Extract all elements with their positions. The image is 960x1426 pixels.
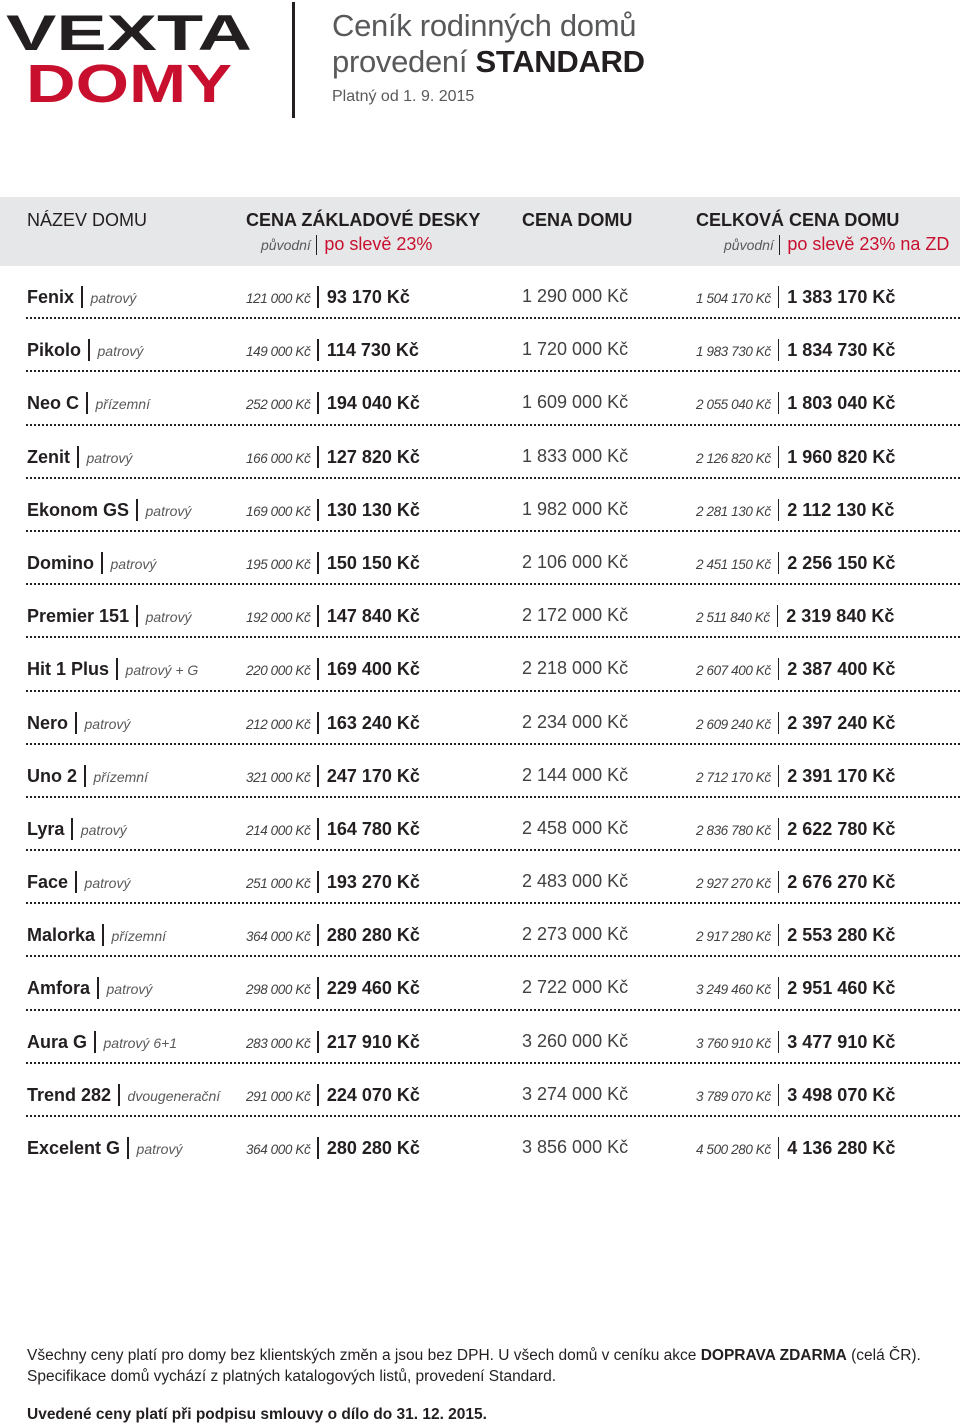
desk-price-cell bbox=[246, 499, 420, 521]
house-type: patrový bbox=[145, 609, 192, 626]
total-price-original: 1 983 730 Kč bbox=[696, 344, 771, 360]
table-row bbox=[0, 1011, 960, 1064]
desk-price-cell bbox=[246, 552, 420, 574]
table-row bbox=[0, 266, 960, 319]
house-name: Nero bbox=[27, 712, 69, 733]
validity-note: Uvedené ceny platí při podpisu smlouvy o dílo do 31. 12. 2015. bbox=[27, 1406, 487, 1423]
total-price-cell bbox=[696, 1137, 895, 1159]
house-name-cell bbox=[27, 871, 130, 893]
desk-price-cell bbox=[246, 765, 420, 787]
total-price-original: 2 511 840 Kč bbox=[696, 610, 770, 626]
total-price-discounted: 2 676 270 Kč bbox=[787, 872, 896, 893]
desk-price-original: 212 000 Kč bbox=[246, 716, 311, 732]
footer-text: Všechny ceny platí pro domy bez klientských změn a jsou bez DPH. U všech domů v ceníku akce bbox=[27, 1347, 701, 1364]
total-price-original: 2 927 270 Kč bbox=[696, 876, 771, 892]
separator bbox=[75, 871, 77, 893]
house-price: 3 260 000 Kč bbox=[522, 1030, 629, 1051]
desk-price-discounted: 163 240 Kč bbox=[326, 712, 420, 733]
house-name-cell bbox=[27, 765, 148, 787]
header-divider bbox=[292, 2, 295, 118]
desk-price-original: 220 000 Kč bbox=[246, 663, 311, 679]
table-row bbox=[0, 479, 960, 532]
house-name-cell bbox=[27, 339, 143, 361]
separator bbox=[317, 552, 319, 574]
separator bbox=[317, 818, 319, 840]
desk-price-discounted: 194 040 Kč bbox=[326, 393, 420, 414]
table-row bbox=[0, 745, 960, 798]
table-row bbox=[0, 1117, 960, 1170]
col-total-header: CELKOVÁ CENA DOMU bbox=[696, 210, 900, 230]
page-title bbox=[332, 8, 645, 106]
total-price-cell bbox=[696, 658, 895, 680]
total-price-discounted: 2 256 150 Kč bbox=[787, 552, 896, 573]
house-name-cell bbox=[27, 658, 198, 680]
separator bbox=[778, 499, 780, 521]
desk-price-original: 252 000 Kč bbox=[246, 397, 311, 413]
total-price-original: 2 281 130 Kč bbox=[696, 503, 771, 519]
table-row bbox=[0, 904, 960, 957]
total-price-original: 2 055 040 Kč bbox=[696, 397, 771, 413]
house-price: 2 144 000 Kč bbox=[522, 764, 629, 785]
total-price-discounted: 3 477 910 Kč bbox=[787, 1031, 896, 1052]
desk-price-discounted: 229 460 Kč bbox=[326, 978, 420, 999]
desk-price-discounted: 93 170 Kč bbox=[326, 287, 410, 307]
total-price-original: 4 500 280 Kč bbox=[696, 1142, 771, 1157]
separator bbox=[127, 1137, 129, 1159]
total-orig-label: původní bbox=[724, 237, 774, 253]
house-name: Uno 2 bbox=[27, 765, 78, 786]
separator bbox=[778, 1084, 780, 1106]
desk-price-discounted: 114 730 Kč bbox=[326, 340, 419, 361]
table-row bbox=[0, 426, 960, 479]
separator bbox=[317, 712, 319, 734]
total-price-discounted: 2 319 840 Kč bbox=[786, 606, 895, 627]
desk-price-cell bbox=[246, 1031, 420, 1053]
title-line-2-prefix: provedení bbox=[332, 44, 476, 79]
house-type: patrový + G bbox=[125, 662, 199, 679]
total-price-cell bbox=[696, 446, 895, 468]
separator bbox=[317, 924, 319, 946]
desk-price-cell bbox=[246, 818, 420, 840]
house-name-cell bbox=[27, 977, 152, 999]
desk-price-original: 214 000 Kč bbox=[246, 822, 311, 838]
separator bbox=[102, 924, 104, 946]
desk-price-discounted: 224 070 Kč bbox=[326, 1084, 420, 1105]
house-name-cell bbox=[27, 1084, 220, 1106]
separator bbox=[778, 658, 780, 680]
total-price-discounted: 1 803 040 Kč bbox=[787, 393, 896, 414]
separator bbox=[317, 605, 319, 627]
total-price-discounted: 4 136 280 Kč bbox=[787, 1138, 896, 1158]
col-total-subheader bbox=[724, 234, 949, 255]
total-price-original: 3 249 460 Kč bbox=[696, 982, 771, 998]
total-price-discounted: 1 834 730 Kč bbox=[787, 340, 896, 361]
separator bbox=[316, 235, 318, 255]
separator bbox=[317, 1137, 319, 1159]
desk-price-cell bbox=[246, 1084, 420, 1106]
house-type: přízemní bbox=[95, 396, 150, 413]
house-name: Fenix bbox=[27, 287, 75, 307]
desk-price-discounted: 280 280 Kč bbox=[326, 925, 420, 946]
house-type: patrový bbox=[84, 715, 131, 732]
separator bbox=[317, 1031, 319, 1053]
house-type: patrový bbox=[97, 343, 144, 360]
house-price: 2 483 000 Kč bbox=[522, 871, 629, 892]
total-disc-label: po slevě 23% na ZD bbox=[787, 234, 950, 254]
footer-line-2: Specifikace domů vychází z platných katalogových listů, provedení Standard. bbox=[27, 1368, 557, 1385]
logo-vexta-text: VEXTA bbox=[6, 10, 252, 61]
desk-price-cell bbox=[246, 871, 420, 893]
house-name: Malorka bbox=[27, 925, 96, 946]
separator bbox=[116, 658, 118, 680]
total-price-cell bbox=[696, 818, 895, 840]
table-header bbox=[0, 197, 960, 266]
footer-text: (celá ČR). bbox=[846, 1347, 921, 1364]
total-price-original: 2 126 820 Kč bbox=[696, 450, 771, 466]
desk-price-original: 149 000 Kč bbox=[246, 344, 311, 360]
footer-line-1 bbox=[27, 1345, 957, 1366]
desk-price-cell bbox=[246, 977, 420, 999]
total-price-original: 2 609 240 Kč bbox=[696, 716, 771, 732]
table-row bbox=[0, 532, 960, 585]
desk-price-discounted: 169 400 Kč bbox=[326, 659, 420, 680]
separator bbox=[778, 924, 780, 946]
desk-price-discounted: 127 820 Kč bbox=[326, 446, 420, 467]
total-price-cell bbox=[696, 1084, 895, 1106]
total-price-original: 2 917 280 Kč bbox=[696, 929, 771, 945]
separator bbox=[88, 339, 90, 361]
table-row bbox=[0, 319, 960, 372]
separator bbox=[81, 286, 83, 308]
col-desk-subheader bbox=[261, 234, 432, 255]
desk-price-discounted: 147 840 Kč bbox=[326, 606, 420, 627]
desk-price-original: 364 000 Kč bbox=[246, 1142, 311, 1157]
house-price: 2 234 000 Kč bbox=[522, 711, 629, 732]
separator bbox=[317, 871, 319, 893]
house-type: patrový bbox=[136, 1141, 183, 1157]
total-price-discounted: 2 397 240 Kč bbox=[787, 712, 896, 733]
total-price-discounted: 3 498 070 Kč bbox=[787, 1084, 896, 1105]
desk-price-original: 283 000 Kč bbox=[246, 1035, 311, 1051]
separator bbox=[317, 1084, 319, 1106]
separator bbox=[84, 765, 86, 787]
house-type: přízemní bbox=[93, 768, 148, 785]
separator bbox=[118, 1084, 120, 1106]
house-name: Face bbox=[27, 872, 69, 893]
house-name: Hit 1 Plus bbox=[27, 659, 110, 680]
table-row bbox=[0, 798, 960, 851]
desk-price-original: 192 000 Kč bbox=[246, 610, 311, 626]
table-row bbox=[0, 692, 960, 745]
total-price-discounted: 2 391 170 Kč bbox=[787, 765, 896, 786]
house-price: 2 172 000 Kč bbox=[522, 605, 629, 626]
separator bbox=[317, 499, 319, 521]
separator bbox=[778, 765, 780, 787]
house-name-cell bbox=[27, 392, 150, 414]
house-name-cell bbox=[27, 552, 156, 574]
house-price: 1 290 000 Kč bbox=[522, 286, 629, 306]
desk-price-cell bbox=[246, 446, 420, 468]
house-name-cell bbox=[27, 818, 127, 840]
desk-price-original: 364 000 Kč bbox=[246, 929, 311, 945]
total-price-cell bbox=[696, 392, 895, 414]
separator bbox=[317, 446, 319, 468]
desk-price-original: 169 000 Kč bbox=[246, 503, 311, 519]
house-type: patrový bbox=[86, 449, 133, 466]
house-price: 2 273 000 Kč bbox=[522, 924, 629, 945]
house-price: 2 106 000 Kč bbox=[522, 551, 629, 572]
price-table bbox=[0, 266, 960, 1170]
title-line-2 bbox=[332, 44, 645, 80]
house-name-cell bbox=[27, 712, 130, 734]
total-price-cell bbox=[696, 499, 894, 521]
house-name-cell bbox=[27, 499, 191, 521]
separator bbox=[77, 446, 79, 468]
vexta-domy-logo bbox=[6, 10, 256, 108]
total-price-discounted: 2 387 400 Kč bbox=[787, 659, 896, 680]
separator bbox=[778, 1137, 780, 1159]
desk-price-cell bbox=[246, 1137, 420, 1159]
desk-price-cell bbox=[246, 658, 420, 680]
desk-price-original: 195 000 Kč bbox=[246, 556, 311, 572]
house-name: Lyra bbox=[27, 818, 65, 839]
house-type: patrový 6+1 bbox=[103, 1034, 178, 1051]
house-name: Neo C bbox=[27, 393, 80, 414]
total-price-original: 2 607 400 Kč bbox=[696, 663, 771, 679]
total-price-cell bbox=[696, 339, 895, 361]
house-price: 1 982 000 Kč bbox=[522, 498, 629, 519]
desk-price-cell bbox=[246, 924, 420, 946]
house-price: 3 856 000 Kč bbox=[522, 1137, 629, 1157]
table-row bbox=[0, 372, 960, 425]
separator bbox=[317, 286, 319, 308]
house-name-cell bbox=[27, 605, 192, 627]
separator bbox=[778, 552, 780, 574]
desk-price-original: 251 000 Kč bbox=[246, 876, 311, 892]
total-price-cell bbox=[696, 765, 895, 787]
separator bbox=[778, 392, 780, 414]
desk-price-original: 321 000 Kč bbox=[246, 769, 311, 785]
desk-price-cell bbox=[246, 286, 410, 308]
separator bbox=[777, 605, 779, 627]
desk-price-cell bbox=[246, 712, 420, 734]
separator bbox=[75, 712, 77, 734]
separator bbox=[778, 871, 780, 893]
house-name: Zenit bbox=[27, 446, 70, 467]
separator bbox=[317, 658, 319, 680]
separator bbox=[101, 552, 103, 574]
total-price-discounted: 2 553 280 Kč bbox=[787, 925, 896, 946]
total-price-original: 3 789 070 Kč bbox=[696, 1088, 771, 1104]
desk-price-cell bbox=[246, 339, 419, 361]
separator bbox=[778, 977, 780, 999]
desk-price-discounted: 280 280 Kč bbox=[326, 1138, 420, 1158]
house-name-cell bbox=[27, 1031, 177, 1053]
separator bbox=[778, 286, 780, 308]
total-price-discounted: 1 960 820 Kč bbox=[787, 446, 896, 467]
valid-from: Platný od 1. 9. 2015 bbox=[332, 88, 475, 105]
house-name: Amfora bbox=[27, 978, 91, 999]
separator bbox=[317, 977, 319, 999]
desk-price-original: 166 000 Kč bbox=[246, 450, 311, 466]
house-type: patrový bbox=[80, 821, 127, 838]
desk-price-discounted: 247 170 Kč bbox=[326, 765, 420, 786]
table-row bbox=[0, 851, 960, 904]
total-price-original: 2 451 150 Kč bbox=[696, 556, 771, 572]
desk-price-cell bbox=[246, 605, 420, 627]
house-name: Aura G bbox=[27, 1031, 88, 1052]
desk-price-discounted: 217 910 Kč bbox=[326, 1031, 420, 1052]
title-line-1: Ceník rodinných domů bbox=[332, 8, 637, 43]
house-name: Pikolo bbox=[27, 340, 82, 361]
footer-bold: DOPRAVA ZDARMA bbox=[700, 1347, 847, 1364]
house-price: 2 218 000 Kč bbox=[522, 658, 629, 679]
table-row bbox=[0, 638, 960, 691]
desk-price-cell bbox=[246, 392, 420, 414]
separator bbox=[86, 392, 88, 414]
separator bbox=[778, 1031, 780, 1053]
total-price-cell bbox=[696, 977, 895, 999]
desk-price-original: 298 000 Kč bbox=[246, 982, 311, 998]
house-type: patrový bbox=[110, 555, 157, 572]
desk-price-original: 291 000 Kč bbox=[246, 1088, 311, 1104]
desk-price-discounted: 150 150 Kč bbox=[326, 552, 420, 573]
table-row bbox=[0, 1064, 960, 1117]
separator bbox=[317, 339, 319, 361]
house-name: Excelent G bbox=[27, 1138, 121, 1158]
total-price-original: 2 712 170 Kč bbox=[696, 769, 771, 785]
separator bbox=[778, 446, 780, 468]
separator bbox=[778, 818, 780, 840]
house-name: Premier 151 bbox=[27, 606, 130, 627]
house-name-cell bbox=[27, 446, 132, 468]
total-price-cell bbox=[696, 605, 894, 627]
separator bbox=[317, 765, 319, 787]
total-price-cell bbox=[696, 712, 895, 734]
house-name: Trend 282 bbox=[27, 1084, 112, 1105]
total-price-original: 2 836 780 Kč bbox=[696, 822, 771, 838]
house-name: Domino bbox=[27, 552, 94, 573]
house-name-cell bbox=[27, 1137, 182, 1159]
separator bbox=[71, 818, 73, 840]
total-price-original: 1 504 170 Kč bbox=[696, 291, 771, 306]
house-price: 2 458 000 Kč bbox=[522, 817, 629, 838]
separator bbox=[97, 977, 99, 999]
col-house-header: CENA DOMU bbox=[522, 210, 633, 230]
col-name-header: NÁZEV DOMU bbox=[27, 210, 148, 230]
house-type: patrový bbox=[90, 290, 137, 306]
house-price: 1 833 000 Kč bbox=[522, 445, 629, 466]
separator bbox=[317, 392, 319, 414]
total-price-cell bbox=[696, 552, 895, 574]
logo-domy-text: DOMY bbox=[26, 54, 232, 108]
house-type: dvougenerační bbox=[127, 1087, 221, 1104]
desk-price-discounted: 193 270 Kč bbox=[326, 872, 420, 893]
desk-disc-label: po slevě 23% bbox=[324, 234, 433, 254]
house-name-cell bbox=[27, 286, 136, 308]
house-name-cell bbox=[27, 924, 166, 946]
house-type: patrový bbox=[84, 875, 131, 892]
separator bbox=[136, 605, 138, 627]
col-desk-header: CENA ZÁKLADOVÉ DESKY bbox=[246, 210, 481, 230]
desk-orig-label: původní bbox=[261, 237, 311, 253]
total-price-cell bbox=[696, 924, 895, 946]
desk-price-discounted: 164 780 Kč bbox=[326, 818, 420, 839]
separator bbox=[94, 1031, 96, 1053]
total-price-cell bbox=[696, 1031, 895, 1053]
desk-price-discounted: 130 130 Kč bbox=[326, 499, 420, 520]
separator bbox=[136, 499, 138, 521]
total-price-original: 3 760 910 Kč bbox=[696, 1035, 771, 1051]
title-line-2-bold: STANDARD bbox=[475, 44, 645, 79]
house-price: 1 609 000 Kč bbox=[522, 392, 629, 413]
total-price-discounted: 2 951 460 Kč bbox=[787, 978, 896, 999]
separator bbox=[778, 712, 780, 734]
separator bbox=[779, 235, 781, 255]
desk-price-original: 121 000 Kč bbox=[246, 291, 311, 306]
total-price-discounted: 2 622 780 Kč bbox=[787, 818, 896, 839]
total-price-discounted: 1 383 170 Kč bbox=[787, 287, 896, 307]
house-name: Ekonom GS bbox=[27, 499, 130, 520]
house-type: patrový bbox=[106, 981, 153, 998]
house-type: přízemní bbox=[111, 928, 166, 945]
house-type: patrový bbox=[145, 502, 192, 519]
total-price-cell bbox=[696, 286, 895, 308]
separator bbox=[778, 339, 780, 361]
house-price: 3 274 000 Kč bbox=[522, 1083, 629, 1104]
total-price-cell bbox=[696, 871, 895, 893]
total-price-discounted: 2 112 130 Kč bbox=[787, 499, 895, 520]
table-row bbox=[0, 957, 960, 1010]
house-price: 2 722 000 Kč bbox=[522, 977, 629, 998]
house-price: 1 720 000 Kč bbox=[522, 339, 629, 360]
footer-notes bbox=[27, 1345, 957, 1387]
table-row bbox=[0, 585, 960, 638]
